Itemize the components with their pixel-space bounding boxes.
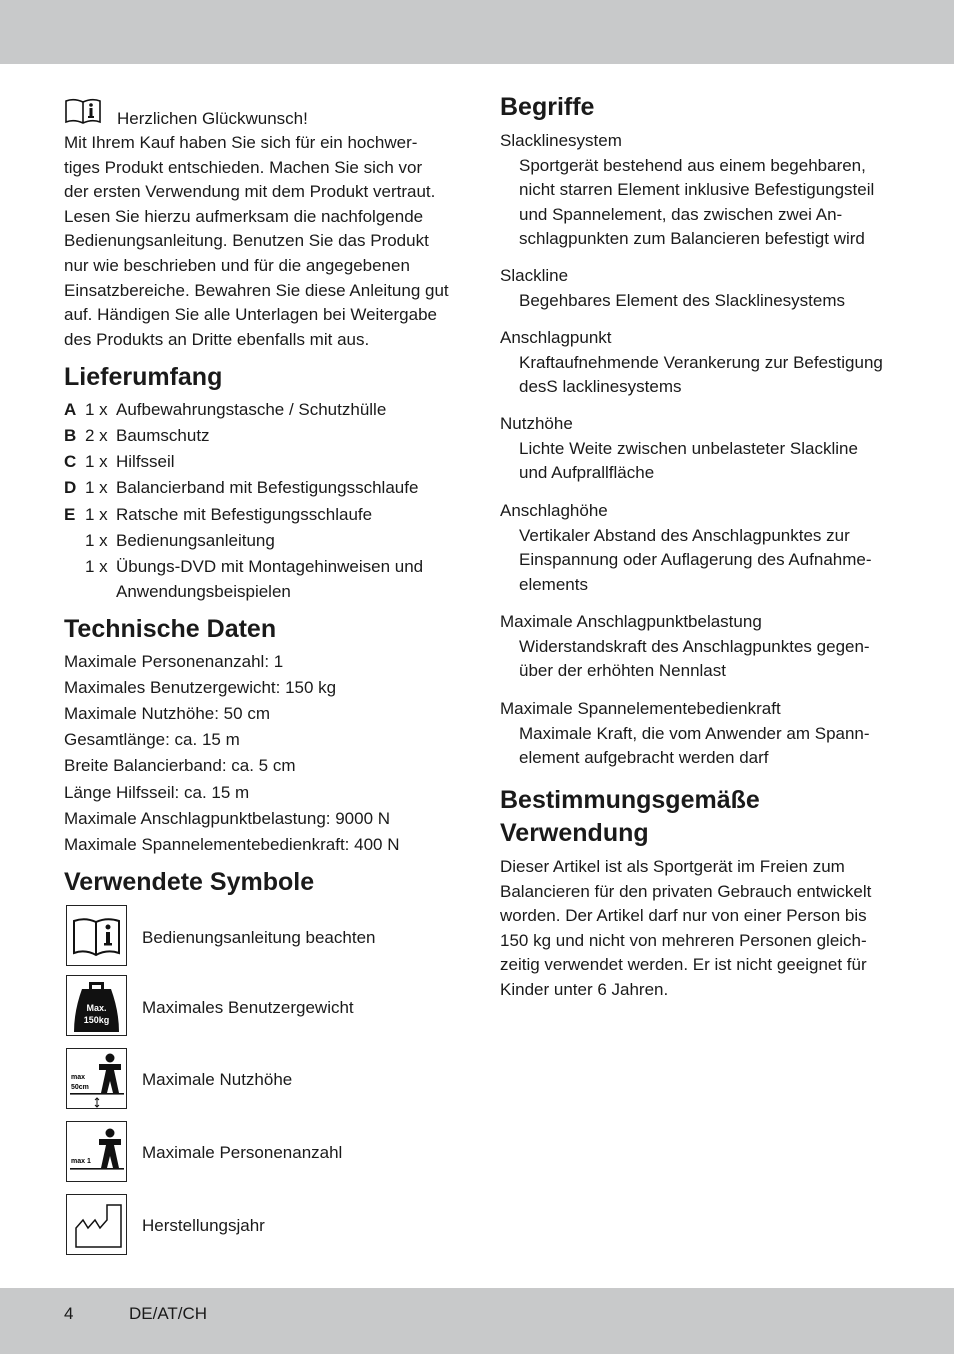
term-definition: Vertikaler Abstand des Anschlagpunktes zur Einspannung oder Auflagerung des Aufnahme- elements bbox=[519, 525, 872, 594]
factory-icon bbox=[66, 1194, 127, 1255]
term-definition: Maximale Kraft, die vom Anwender am Spann- element aufgebracht werden darf bbox=[519, 723, 870, 768]
item-qty: 1 x bbox=[85, 557, 108, 576]
item-text: Baumschutz bbox=[116, 426, 210, 445]
verwendung-heading: Bestimmungsgemäße Verwendung bbox=[500, 786, 760, 847]
region-label: DE/AT/CH bbox=[129, 1304, 208, 1323]
weight-icon-text: 150kg bbox=[83, 1015, 110, 1025]
term-name: Maximale Spannelementebedienkraft bbox=[500, 699, 781, 718]
technische-daten-heading: Technische Daten bbox=[64, 615, 277, 643]
item-qty: 1 x bbox=[85, 478, 108, 497]
term-definition: Widerstandskraft des Anschlagpunktes gegen- über der erhöhten Nennlast bbox=[519, 636, 870, 681]
item-qty: 1 x bbox=[85, 452, 108, 471]
verwendung-text: Dieser Artikel ist als Sportgerät im Freien zum Balancieren für den privaten Gebrauch entwickelt worden. Der Artikel darf nur von einer Person bis 150 kg und nicht von mehreren Personen gleich- zeitig verwendet werden. Er ist nicht geeignet für Kinder unter 6 Jahren. bbox=[500, 857, 872, 999]
height-icon bbox=[66, 1048, 127, 1109]
weight-icon-text: Max. bbox=[86, 1003, 107, 1013]
person-icon bbox=[66, 1121, 127, 1182]
item-key: C bbox=[64, 452, 77, 471]
lieferumfang-heading: Lieferumfang bbox=[64, 363, 223, 391]
item-text: Übungs-DVD mit Montagehinweisen und Anwendungsbeispielen bbox=[116, 557, 424, 601]
symbol-label: Maximale Personenanzahl bbox=[142, 1143, 343, 1162]
item-qty: 1 x bbox=[85, 531, 108, 550]
spec-line: Maximale Personenanzahl: 1 bbox=[64, 652, 284, 671]
item-qty: 1 x bbox=[85, 400, 108, 419]
intro-text: Mit Ihrem Kauf haben Sie sich für ein hochwer- tiges Produkt entschieden. Machen Sie sich vor der ersten Verwendung mit dem Produkt vertraut. Lesen Sie hierzu aufmerksam die nachfolgende Bedienungsanleitung. Benutzen Sie das Produkt nur wie beschrieben und für die angegebenen Einsatzbereiche. Bewahren Sie diese Anleitung gut auf. Händigen Sie alle Unterlagen bei Weitergabe des Produkts an Dritte ebenfalls mit aus. bbox=[64, 133, 449, 349]
term-name: Slacklinesystem bbox=[500, 131, 622, 150]
term-entry bbox=[500, 610, 870, 684]
item-text: Balancierband mit Befestigungsschlaufe bbox=[116, 478, 419, 497]
term-name: Anschlagpunkt bbox=[500, 328, 612, 347]
greeting: Herzlichen Glückwunsch! bbox=[117, 109, 308, 128]
list-item bbox=[64, 529, 275, 554]
spec-line: Gesamtlänge: ca. 15 m bbox=[64, 730, 240, 750]
svg-text:max: max bbox=[71, 1074, 86, 1081]
symbole-heading: Verwendete Symbole bbox=[64, 868, 315, 896]
term-entry bbox=[500, 326, 883, 400]
list-item bbox=[64, 555, 423, 604]
term-definition: Kraftaufnehmende Verankerung zur Befestigung desS lacklinesystems bbox=[519, 352, 883, 397]
list-item bbox=[64, 476, 418, 501]
svg-text:50cm: 50cm bbox=[71, 1084, 89, 1091]
begriffe-heading: Begriffe bbox=[500, 93, 595, 121]
spec-line: Maximale Nutzhöhe: 50 cm bbox=[64, 704, 270, 724]
term-entry bbox=[500, 129, 874, 252]
item-key: A bbox=[64, 400, 77, 419]
term-name: Maximale Anschlagpunktbelastung bbox=[500, 612, 762, 631]
symbol-label: Maximale Nutzhöhe bbox=[142, 1070, 293, 1089]
spec-line: Breite Balancierband: ca. 5 cm bbox=[64, 756, 296, 776]
item-text: Hilfsseil bbox=[116, 452, 175, 471]
list-item bbox=[64, 398, 386, 423]
symbol-label: Herstellungsjahr bbox=[142, 1216, 265, 1235]
term-entry bbox=[500, 264, 845, 313]
term-entry bbox=[500, 412, 858, 486]
spec-line: Maximale Anschlagpunktbelastung: 9000 N bbox=[64, 808, 391, 828]
item-text: Ratsche mit Befestigungsschlaufe bbox=[116, 505, 373, 524]
item-key: B bbox=[64, 426, 77, 445]
spec-line: Maximale Spannelementebedienkraft: 400 N bbox=[64, 834, 400, 854]
item-key: D bbox=[64, 478, 77, 497]
item-text: Bedienungsanleitung bbox=[116, 531, 275, 550]
spec-line: Maximales Benutzergewicht: 150 kg bbox=[64, 678, 337, 698]
term-name: Anschlaghöhe bbox=[500, 501, 608, 520]
list-item bbox=[64, 503, 372, 528]
weight-icon bbox=[66, 975, 127, 1036]
term-definition: Sportgerät bestehend aus einem begehbaren, nicht starren Element inklusive Befestigungsteil und Spannelement, das zwischen zwei An- schlagpunkten zum Balancieren befestigt wird bbox=[519, 155, 875, 249]
symbol-label: Maximales Benutzergewicht bbox=[142, 998, 354, 1017]
header-band bbox=[0, 0, 954, 64]
manual-info-icon bbox=[66, 905, 127, 966]
term-name: Slackline bbox=[500, 266, 569, 285]
list-item bbox=[64, 450, 175, 475]
item-key: E bbox=[64, 505, 76, 524]
svg-text:max 1: max 1 bbox=[71, 1158, 91, 1165]
term-definition: Lichte Weite zwischen unbelasteter Slackline und Aufprallfläche bbox=[519, 438, 858, 483]
term-entry bbox=[500, 499, 872, 597]
spec-line: Länge Hilfsseil: ca. 15 m bbox=[64, 782, 250, 802]
item-text: Aufbewahrungstasche / Schutzhülle bbox=[116, 400, 387, 419]
manual-info-icon bbox=[64, 97, 102, 125]
item-qty: 1 x bbox=[85, 505, 108, 524]
list-item bbox=[64, 424, 210, 449]
term-definition: Begehbares Element des Slacklinesystems bbox=[519, 290, 845, 310]
item-qty: 2 x bbox=[85, 426, 108, 445]
symbol-label: Bedienungsanleitung beachten bbox=[142, 928, 376, 947]
term-entry bbox=[500, 697, 870, 771]
term-name: Nutzhöhe bbox=[500, 414, 573, 433]
page-number: 4 bbox=[64, 1304, 74, 1323]
